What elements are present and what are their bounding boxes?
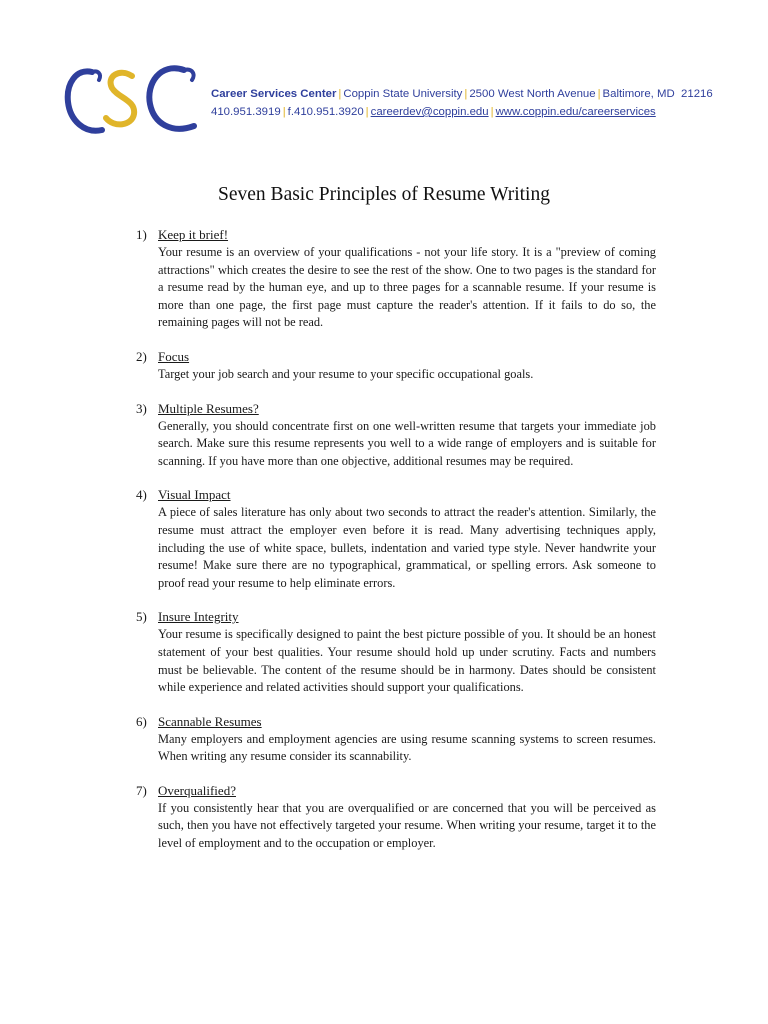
principle-text: Your resume is an overview of your qualifications - not your life story. It is a "preview of coming attractions" which creates the desire to see the rest of the show. One to two pages is the standard for a resume read by the human eye, and up to three pages for a scannable resume. If your resume is more than one page, the first page must capture the reader's attention. If it fails to do so, the remaining pages will not be read.	[158, 245, 656, 330]
page-title: Seven Basic Principles of Resume Writing	[218, 184, 550, 205]
principle-text: Target your job search and your resume to your specific occupational goals.	[158, 366, 534, 381]
city-state-zip: Baltimore, MD 21216	[602, 88, 713, 100]
principle-text: If you consistently hear that you are overqualified or are concerned that you will be perceived as such, then you have not effectively targeted your resume. When writing your resume, target it to the level of employment and to the occupation or employer.	[158, 800, 656, 851]
separator: |	[365, 106, 369, 118]
principle-text: Generally, you should concentrate first on one well-written resume that targets your immediate job search. Make sure this resume represents you well to a wide range of employers and is suitable for scanning. If you have more than one objective, additional resumes may be required.	[158, 418, 656, 468]
phone-number: 410.951.3919	[211, 106, 281, 118]
principle-heading: Scannable Resumes	[158, 713, 262, 729]
principle-number: 2)	[136, 348, 147, 364]
organization-name: Career Services Center	[211, 88, 337, 100]
street-address: 2500 West North Avenue	[469, 88, 596, 100]
email-link[interactable]: careerdev@coppin.edu	[370, 106, 489, 118]
separator: |	[464, 88, 468, 100]
csc-logo	[62, 58, 212, 140]
separator: |	[490, 106, 494, 118]
principle-text: Your resume is specifically designed to paint the best picture possible of you. It should be an honest statement of your best qualities. Your resume should hold up under scrutiny. Facts and numbers must be believable. The content of the resume should be in harmony. Dates should be consistent while experience and related activities should support your qualifications.	[158, 627, 656, 695]
principle-item	[136, 713, 656, 766]
principle-heading: Focus	[158, 348, 190, 364]
principles-list	[136, 226, 656, 853]
principle-number: 4)	[136, 487, 147, 503]
principle-item	[136, 348, 656, 384]
university-name: Coppin State University	[343, 88, 463, 100]
fax-number: f.410.951.3920	[287, 106, 364, 118]
header-line-1	[211, 85, 751, 103]
principle-heading: Keep it brief!	[158, 227, 229, 242]
csc-logo-graphic	[62, 58, 212, 140]
principle-heading: Insure Integrity	[158, 609, 239, 625]
header-line-2	[211, 103, 751, 121]
separator: |	[338, 88, 342, 100]
principle-text: A piece of sales literature has only about two seconds to attract the reader's attention. Similarly, the resume must attract the employer even before it is read. Many advertising techniques apply, including the use of white space, bullets, indentation and varied type style. Never handwrite your resume! Make sure there are no typographical, grammatical, or spelling errors. Ask someone to proof read your resume to help eliminate errors.	[158, 505, 656, 590]
principle-heading: Multiple Resumes?	[158, 400, 259, 416]
principle-item	[136, 400, 656, 471]
principle-item	[136, 486, 656, 592]
separator: |	[597, 88, 601, 100]
principle-number: 7)	[136, 782, 147, 798]
principle-number: 1)	[136, 227, 147, 242]
principle-item	[136, 226, 656, 332]
principle-heading: Visual Impact	[158, 487, 231, 503]
principle-number: 3)	[136, 400, 147, 416]
separator: |	[282, 106, 286, 118]
website-link[interactable]: www.coppin.edu/careerservices	[495, 106, 656, 118]
principle-item	[136, 782, 656, 853]
principle-heading: Overqualified?	[158, 782, 236, 798]
principle-number: 5)	[136, 609, 147, 625]
principle-text: Many employers and employment agencies are using resume scanning systems to screen resumes. When writing any resume consider its scannability.	[158, 731, 656, 764]
header-contact	[211, 85, 751, 121]
principle-item	[136, 608, 656, 696]
principle-number: 6)	[136, 713, 147, 729]
